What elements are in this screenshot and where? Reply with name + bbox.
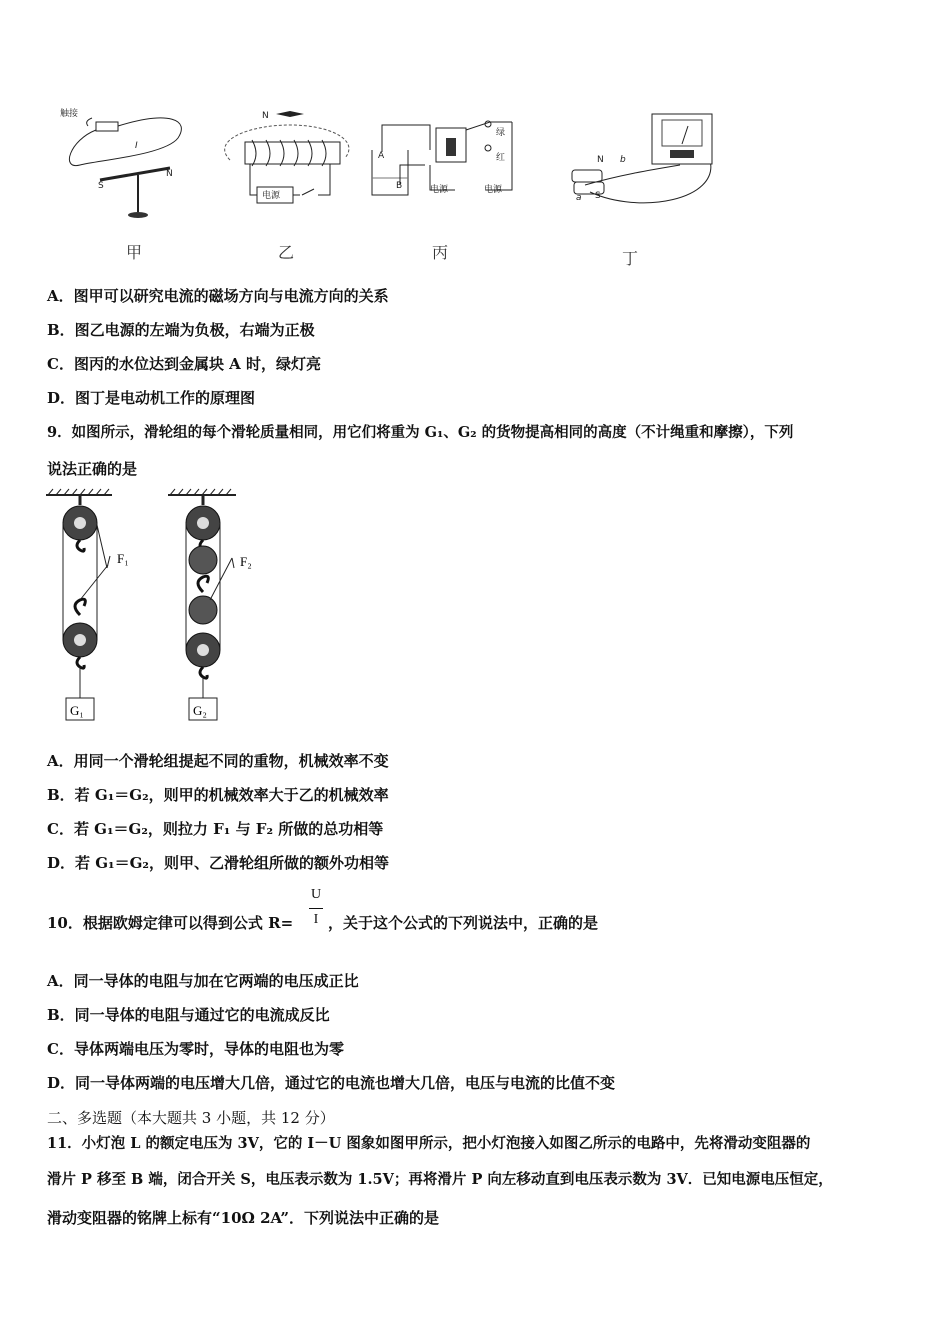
ding-n-label: N [597,155,604,165]
touch-label: 触接 [60,109,79,119]
caption-yi: 乙 [278,243,295,262]
red-lamp-label: 红 [496,153,506,163]
q10-option-c: C．导体两端电压为零时，导体的电阻也为零 [47,1040,344,1058]
wire-b-label: b [620,155,626,165]
yi-power-label: 电源 [262,191,281,201]
movable-pulley-yi-upper-icon [189,596,217,624]
pole-n-label: N [166,169,173,179]
q9-stem-line1: 9．如图所示，滑轮组的每个滑轮质量相同，用它们将重为 G₁、G₂ 的货物提高相同的高度（不计绳重和摩擦），下列 [47,424,794,441]
q10-stem-after: ，关于这个公式的下列说法中，正确的是 [328,914,599,932]
q10-option-d: D．同一导体两端的电压增大几倍，通过它的电流也增大几倍，电压与电流的比值不变 [47,1074,616,1092]
formula-numerator: U [310,887,322,902]
q10-option-a: A．同一导体的电阻与加在它两端的电压成正比 [47,972,359,990]
q9-option-c: C．若 G₁＝G₂，则拉力 F₁ 与 F₂ 所做的总功相等 [47,820,384,838]
f1-label: F₁ [117,551,129,566]
g2-label: G₂ [193,703,207,718]
caption-ding: 丁 [622,249,639,268]
q11-line2: 滑片 P 移至 B 端，闭合开关 S，电压表示数为 1.5V；再将滑片 P 向左移动直到电压表示数为 3V．已知电源电压恒定， [47,1171,833,1188]
bing-power-label-2: 电源 [484,185,503,195]
bing-power-label-1: 电源 [430,185,449,195]
q10-option-b: B．同一导体的电阻与通过它的电流成反比 [47,1006,330,1024]
formula-denominator: I [313,912,319,927]
q8-option-c: C．图丙的水位达到金属块 A 时，绿灯亮 [47,355,322,373]
ding-s-label: S [595,191,601,201]
q9-stem-line2: 说法正确的是 [47,460,138,478]
yi-n-label: N [262,111,269,121]
q9-option-a: A．用同一个滑轮组提起不同的重物，机械效率不变 [47,752,389,770]
pole-s-label: S [98,181,104,191]
q8-option-d: D．图丁是电动机工作的原理图 [47,389,256,407]
green-lamp-label: 绿 [496,128,506,138]
plate-b-label: B [396,181,403,191]
f2-label: F₂ [240,554,252,569]
section2-heading: 二、多选题（本大题共 3 小题，共 12 分） [47,1109,335,1127]
current-label: I [135,141,138,151]
q8-option-a: A．图甲可以研究电流的磁场方向与电流方向的关系 [47,287,389,305]
q11-line1: 11．小灯泡 L 的额定电压为 3V，它的 I－U 图象如图甲所示，把小灯泡接入如图乙所示的电路中，先将滑动变阻器的 [47,1135,811,1152]
caption-jia: 甲 [126,243,143,262]
q11-line3: 滑动变阻器的铭牌上标有“10Ω 2A”．下列说法中正确的是 [47,1209,440,1227]
caption-bing: 丙 [432,243,449,262]
q8-option-b: B．图乙电源的左端为负极，右端为正极 [47,321,315,339]
g1-label: G₁ [70,703,84,718]
fraction-bar [309,908,323,909]
wire-a-label: a [576,193,582,203]
q9-option-b: B．若 G₁＝G₂，则甲的机械效率大于乙的机械效率 [47,786,389,804]
plate-a-label: A [378,151,385,161]
q10-stem-before: 10．根据欧姆定律可以得到公式 R= [47,914,294,932]
q9-option-d: D．若 G₁＝G₂，则甲、乙滑轮组所做的额外功相等 [47,854,389,872]
